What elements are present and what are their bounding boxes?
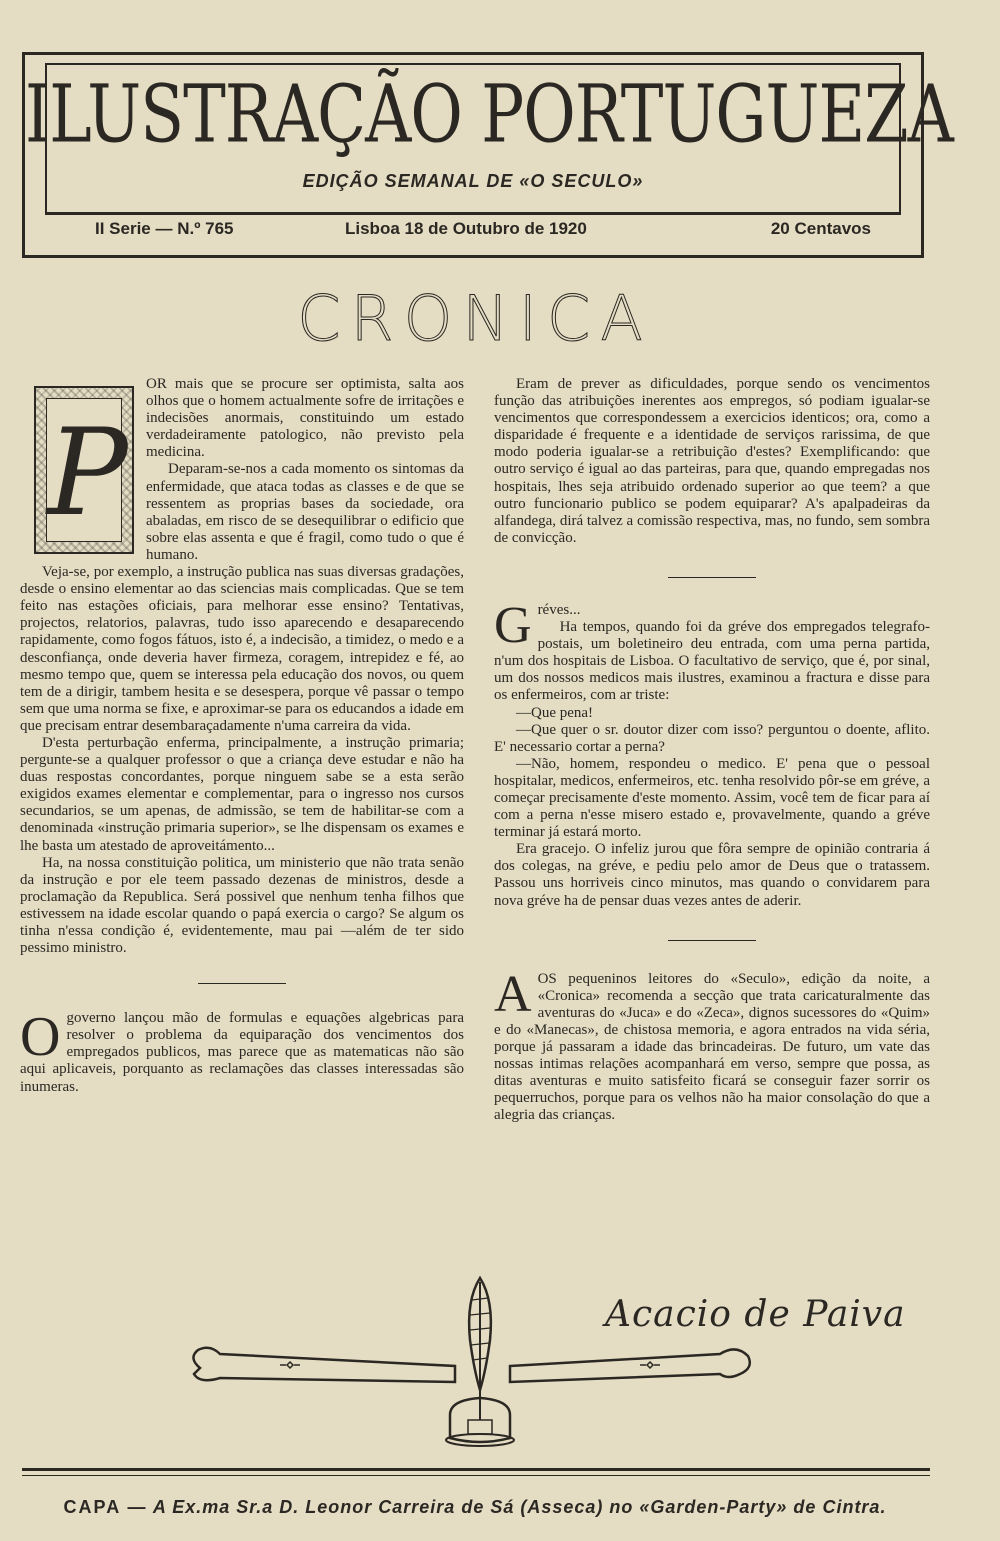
paragraph: Veja-se, por exemplo, a instrução publica nas suas diversas gradações, desde o ensino elementar ao das sciencias mais complicadas. Que se tem feito nas estações oficiais, para melhorar esse ensino? Tentativas, projectos, relatorios, palavras, tudo isso aparecendo e desaparecendo rapidamente, como fogos fátuos, isto é, a indecisão, a timidez, o medo e a desconfiança, onde deveria haver firmeza, coragem, intrepidez e fé, ao mesmo tempo que, quem se interessa pela educação dos novos, ou quem tem de a dirigir, tambem hesita e se desespera, porque vê passar o tempo sem que uma norma se fixe, e aproximar-se para os educandos a idade em que precisam entrar desembaraçadamente n'uma carreira da vida.	[20, 564, 464, 734]
paragraph: Eram de prever as dificuldades, porque sendo os vencimentos função das atribuições inerentes aos empregos, só podiam igualar-se vencimentos que correspondessem a exercicios identicos; ora, como a disparidade é frequente e a identidade de serviços rarissima, de que modo poderia igualar-se a retribuição d'estes? Exemplificando: que outro serviço é igual ao das parteiras, para que, quando empregadas nos hospitais, lhes seja atribuido ordenado superior ao que teem? a que outro funcionario publico se podem equiparar? A's apalpadeiras da alfandega, dirá talvez a comissão respectiva, mas, no fundo, sem sombra de convicção.	[494, 376, 930, 546]
right-column	[494, 376, 930, 1124]
cover-caption	[0, 1497, 950, 1518]
issue-info-line	[65, 219, 881, 245]
paragraph: —Que pena!	[516, 704, 594, 721]
bottom-rule	[22, 1468, 930, 1471]
dropcap-letter: P	[47, 404, 128, 543]
left-column	[20, 376, 464, 1096]
masthead-rule	[45, 212, 901, 215]
paragraph: Ha, na nossa constituição politica, um ministerio que não trata senão da instrução e por ele teem passado dezenas de ministros, desde a proclamação da Republica. Será possivel que nenhum tenha filhos que estivessem na idade escolar quando o papá exercia o cargo? Se algum os tinha n'essa condição é, evidentemente, mau pai —além de ter sido pessimo ministro.	[20, 854, 464, 957]
section-separator	[668, 577, 756, 578]
paragraph: —Não, homem, respondeu o medico. E' pena que o pessoal hospitalar, medicos, enfermeiros, etc. tenha resolvido pôr-se em gréve, a começar precisamente d'este momento. Assim, você tem de ficar para aí com a perna n'esse misero estado e, provavelmente, quando a gréve terminar já estará morto.	[494, 755, 930, 841]
dropcap-letter: O	[20, 1006, 61, 1069]
bottom-rule	[22, 1475, 930, 1476]
section-separator	[668, 940, 756, 941]
ornamental-dropcap	[34, 386, 134, 554]
paragraph: Deparam-se-nos a cada momento os sintomas da enfermidade, que ataca todas as classes e de que se ressentem as proprias bases da sociedade, ora abaladas, em risco de se desequilibrar o edificio que sobre elas assenta e que é fragil, como tudo o que é humano.	[146, 461, 464, 563]
caption-text: A Ex.ma Sr.a D. Leonor Carreira de Sá (Asseca) no «Garden-Party» de Cintra.	[152, 1497, 887, 1517]
section-title: CRONICA	[297, 282, 653, 355]
section-separator	[198, 983, 286, 984]
caption-lead: CAPA —	[63, 1497, 148, 1517]
dropcap-letter: A	[494, 965, 532, 1023]
paragraph: —Que quer o sr. doutor dizer com isso? perguntou o doente, aflito. E' necessario cortar a perna?	[494, 721, 930, 755]
publication-title: ILUSTRAÇÃO PORTUGUEZA	[25, 68, 953, 162]
issue-date: Lisboa 18 de Outubro de 1920	[345, 219, 587, 238]
publication-subtitle: EDIÇÃO SEMANAL DE «O SECULO»	[302, 171, 644, 191]
issue-number: II Serie — N.º 765	[95, 219, 234, 238]
paragraph: Ogoverno lançou mão de formulas e equações algebricas para resolver o problema da equiparação dos vencimentos dos empregados publicos, mas parece que as matematicas não são aqui aplicaveis, porquanto as reclamações das classes interessadas são inumeras.	[20, 1006, 464, 1095]
author-signature: Acacio de Paiva	[605, 1294, 906, 1335]
dropcap-letter: G	[494, 596, 532, 654]
paragraph: OR mais que se procure ser optimista, salta aos olhos que o homem actualmente sofre de irritações e indecisões anormais, constituindo um estado verdadeiramente patologico, não previsto pela medicina.	[146, 376, 464, 461]
paragraph: Gréves... Ha tempos, quando foi da gréve dos empregados telegrafo-postais, um boletineiro deu entrada, com uma perna partida, n'um dos hospitais de Lisboa. O facultativo de serviço, que é, por sinal, um dos nossos medicos mais ilustres, examinou a fractura e disse para os enfermeiros, com ar triste:	[494, 596, 930, 704]
paragraph: D'esta perturbação enferma, principalmente, a instrução primaria; pergunte-se a qualquer professor o que a criança deve estudar e não ha duas respostas concordantes, porque ninguem sabe se a esta serão exigidos exames elementar e complementar, para o ingresso nos cursos secundarios, se um apenas, de admissão, se tem de habilitar-se com a denominada «instrução primaria superior», se lhe dispensam os exames e lhe basta um atestado de aproveitámento...	[20, 734, 464, 854]
issue-price: 20 Centavos	[770, 219, 871, 238]
masthead	[22, 52, 953, 258]
paragraph: AOS pequeninos leitores do «Seculo», edição da noite, a «Cronica» recomenda a secção que trata caricaturalmente das aventuras do «Juca» e do «Zeca», dignos sucessores do «Quim» e do «Manecas», de chistosa memoria, e agora entrados na vida séria, porque já passaram a idade das brincadeiras. De futuro, um vate das nossas intimas relações acompanhará em verso, sempre que possa, as ditas aventuras e muito satisfeito ficará se conseguir fazer sorrir os pequerruchos, porque para os velhos não ha maior consolação do que a alegria das crianças.	[494, 965, 930, 1124]
paragraph: Era gracejo. O infeliz jurou que fôra sempre de opinião contraria á dos colegas, na gréve, e pediu pelo amor de Deus que o tratassem. Passou uns horriveis cinco minutos, mas quando o convidarem para nova gréve ha de pensar duas vezes antes de aderir.	[494, 841, 930, 909]
